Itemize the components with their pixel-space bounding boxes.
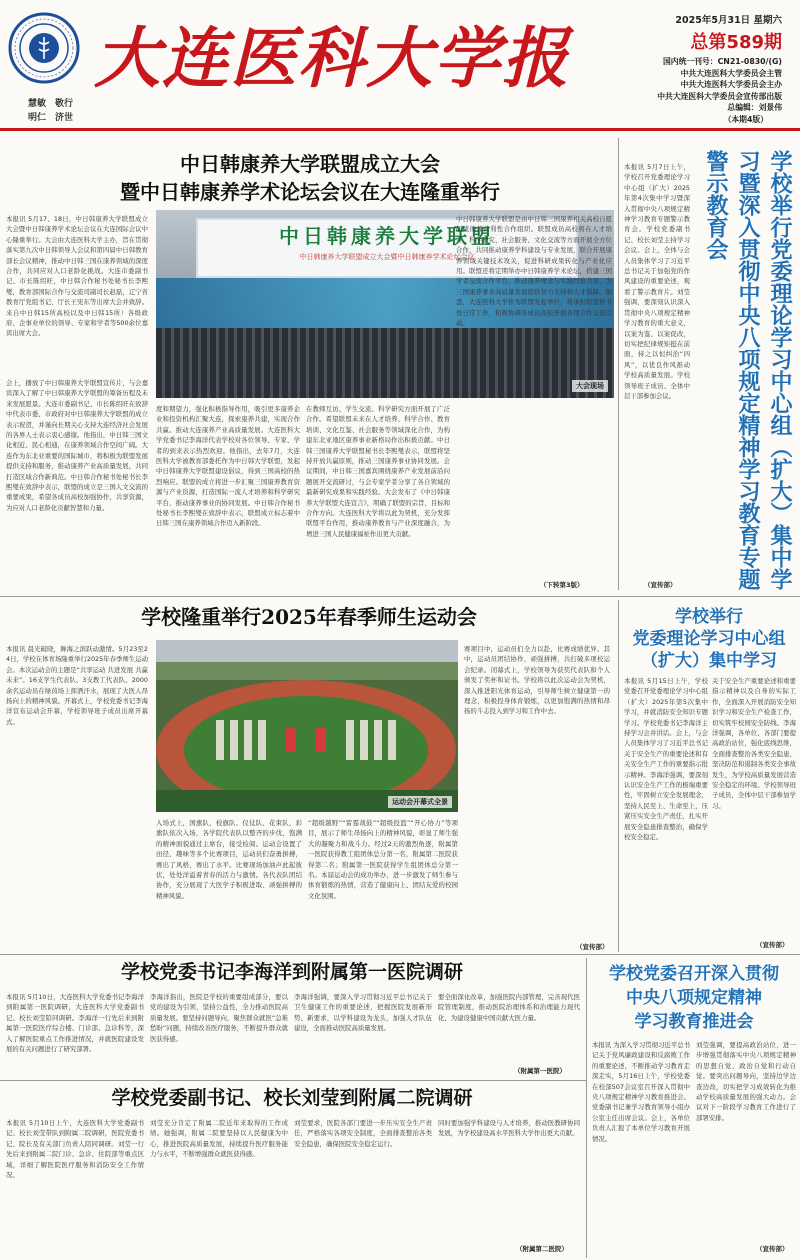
article1-photo-caption: 大会现场 xyxy=(572,380,608,392)
masthead-rule xyxy=(0,128,800,131)
article6-col2: 刘莹强调，要提高政治站位，进一步增强贯彻落实中央八项规定精神的思想自觉、政治自觉和行动自觉。要突出问题导向，坚持边学边查边改，切实把学习成效转化为推动学校高质量发展的强大动力。会议对下一阶段学习教育工作进行了部署安排。 xyxy=(696,1041,796,1122)
section-rule-3 xyxy=(0,1080,586,1081)
article2-col2: 入场式上，国旗队、校旗队、仪仗队、花束队，彩旗队依次入场，各学院代表队以整齐的步伐、饱满的精神面貌通过主席台，接受检阅。运动会设置了田径、趣味等多个比赛项目，运动员们奋勇拼搏，赛出了风格，赛出了水平。比赛现场加油声此起彼伏，处处洋溢着青春的活力与激情。各代表队团结协作，充分展现了大医学子积极进取、顽强拼搏的精神风貌。 xyxy=(156,819,302,900)
photo-banner-text: 中日韩康养大学联盟 xyxy=(279,224,495,248)
sponsor-line: 中共大连医科大学委员会主管 xyxy=(680,68,782,78)
article3-title-3: （扩大）集中学习 xyxy=(641,651,777,671)
motto-line-1: 慧敏 敬行 xyxy=(28,99,74,109)
right-banner-vertical-title: 学校举行党委理论学习中心组（扩大）集中学习暨深入贯彻中央八项规定精神学习教育专题警示教育会 xyxy=(703,150,793,590)
article1-col3: 在教师互访、学生交流、科学研究方面开展了广泛合作。希望联盟未来在人才培养、科学合作、教育培训、文化互鉴、社会服务等领域深化合作，为构建东北亚地区康养事业新格局作出积极贡献。中日韩三国康养大学联盟秘书长李熙燮表示，联盟将坚持开放共赢原则，推动三国康养事业协同发展。会议期间，中日韩三国嘉宾围绕康养产业发展前沿问题展开交流研讨，与会专家学者分享了各自领域的最新研究成果和实践经验。大会发布了《中日韩康养大学联盟大连宣言》，明确了联盟的宗旨、目标和合作方向。大连医科大学将以此为契机，充分发挥联盟平台作用，推动康养教育与产业深度融合，为增进三国人民健康福祉作出更大贡献。 xyxy=(306,405,450,538)
article4-col1: 本报讯 5月10日，大连医科大学党委书记李海洋到附属第一医院调研，大连医科大学党委副书记、校长刘莹陪同调研。李海洋一行先后来到附属第一医院医疗综合楼、门诊部、急诊科等，深入了解医院重点工作推进情况，并就医院建设发展的有关问题进行了研究部署。 xyxy=(6,993,144,1054)
article6-title-1: 学校党委召开深入贯彻 xyxy=(609,964,779,984)
masthead xyxy=(0,0,800,128)
article2-col4: 赛项目中，运动员们全力以赴，比赛成绩优异。其中，运动员团结协作，顽强拼搏，共打破多项校运会纪录。闭幕式上，学校领导为获奖代表队和个人颁发了奖杯和证书。学校将以此次运动会为契机，深入推进阳光体育运动，引导师生树立健康第一的理念，积极投身体育锻炼，以更加饱满的热情和昂扬的斗志投入到学习和工作中去。 xyxy=(464,645,610,716)
vertical-rule-1 xyxy=(618,138,619,590)
article2-col1: 本报讯 晨光破晓，舞海之滨跃动激情。5月23至24日，学校在体育场隆重举行2025年春季师生运动会。本次运动会的主题是“共享运动 共进发展 共赢未来”。16支学生代表队、3支教工代表队、2000余名运动员在绿茵场上挥洒汗水，展现了大医人昂扬向上的精神风貌。开幕式上，学校党委书记李海洋宣布运动会开幕，学校领导班子成员出席开幕式。 xyxy=(6,645,148,726)
article4-signature: （附属第一医院） xyxy=(514,1067,566,1075)
article4-col3: 李海洋强调，要深入学习贯彻习近平总书记关于卫生健康工作的重要论述，把握医院发展新形势、新要求，以学科建设为龙头，加强人才队伍建设，全面推动医院高质量发展。 xyxy=(294,993,432,1033)
article1-title-1: 中日韩康养大学联盟成立大会 xyxy=(180,152,440,176)
article3-signature: （宣传部） xyxy=(756,941,789,949)
article3-title xyxy=(624,606,794,672)
article5-col1: 本报讯 5月10日上午，大连医科大学党委副书记、校长刘莹带队到附属二院调研，医院党委书记、院长及有关部门负责人陪同调研。刘莹一行先后来到附属二院门诊、急诊、住院部等重点区域，详细了解医院医疗服务和消防安全工作情况。 xyxy=(6,1119,144,1180)
article1-col2: 度和期望力，强化积极指导作用，吸引更多康养企业和投资机构汇聚大连，探索康养共建，实现合作共赢。推动大连康养产业高质量发展。大连医科大学党委书记李海洋代表学校对各位领导、专家、学者的到来表示热烈欢迎。他指出，去年7月，大连医科大学被教育部委托作为中日韩大学联盟，发起中日韩康养大学联盟建设倡议，得到三国高校的热烈响应。联盟的成立将进一步汇聚三国康养教育资源与产业资源，打造国际一流人才培养和科学研究平台，推动康养事业的协同发展。中日韩合作秘书处秘书长李熙燮在致辞中表示，联盟成立标志着中日韩三国在康养领域合作迈入新阶段。 xyxy=(156,405,300,528)
article5-title: 学校党委副书记、校长刘莹到附属二院调研 xyxy=(111,1087,473,1109)
editor-line: 总编辑：刘景伟 xyxy=(727,103,782,113)
article3-col2: 关于安全生产重要论述和重要指示精神以及自身的实际工作，全面深入开展消防安全知识学习和安全生产检查工作，切实筑牢校园安全防线。李海洋强调，各单位、各部门要提高政治站位，强化底线思维，全面排查整治各类安全隐患，坚决防范和遏制各类安全事故发生，为学校高质量发展营造安全稳定的环境。学校领导班子成员，全体中层干部参加学习。 xyxy=(712,677,796,810)
cn-number: 国内统一刊号：CN21-0830/(G) xyxy=(663,57,782,66)
right-banner-lead: 本报讯 5月7日上午，学校召开党委理论学习中心组（扩大）2025年第4次集中学习暨深入贯彻中央八项规定精神学习教育专题警示教育会。学校党委副书记、校长刘莹主持学习会议。会上，全体与会人员集体学习了习近平总书记关于加强党的作风建设的重要论述，观看了警示教育片。刘莹强调，要深刻认识深入贯彻中央八项规定精神学习教育的重大意义，以案为鉴、以案促改，切实把纪律规矩挺在前面，持之以恒纠治“四风”，以优良作风推动学校高质量发展。学校领导班子成员、全体中层干部参加会议。 xyxy=(624,163,690,400)
article5-col2: 刘莹充分肯定了附属二院近年来取得的工作成绩。她强调，附属二院要坚持以人民健康为中心，推进医院高质量发展，持续提升医疗服务能力与水平，不断增强群众就医获得感。 xyxy=(150,1119,288,1159)
university-seal-icon xyxy=(8,12,80,84)
article1-col1b: 会上，播放了中日韩康养大学联盟宣传片，与会嘉宾深入了解了中日韩康养大学联盟的筹备历程及未来发展愿景。大连市委副书记、市长陈绍旺在致辞中代表市委、市政府对中日韩康养大学联盟的成立表示祝贺，并谨向长期关心支持大连经济社会发展的各界人士表示衷心感谢。他指出，中日韩三国文化相近、民心相通，在康养领域合作空间广阔。大连作为东北亚重要的国际城市，将积极为联盟发展提供支持和服务，推动康养产业高质量发展，共同打造区域合作新典范。中日韩合作秘书处秘书长李熙燮在致辞中表示，联盟的成立是三国人文交流的重要成果，希望各成员高校加强协作，共享资源，为应对人口老龄化贡献智慧和力量。 xyxy=(6,379,148,512)
article5-signature: （附属第二医院） xyxy=(516,1245,568,1253)
pages-line: （本期4版） xyxy=(723,114,768,124)
issue-date: 2025年5月31日 星期六 xyxy=(675,15,782,26)
article1-title-2: 暨中日韩康养学术论坛会议在大连隆重举行 xyxy=(120,180,500,204)
right-banner-signature: （宣传部） xyxy=(644,581,677,589)
article1-lead: 本报讯 5月17、18日，中日韩康养大学联盟成立大会暨中日韩康养学术论坛会议在大连国际会议中心隆重举行。大会由大连医科大学主办，旨在贯彻落实第九次中日韩领导人会议和第四届中日韩教育部长会议精神，推动中日韩三国在康养领域的深度合作，共同应对人口老龄化挑战。大连市委副书记、市长陈绍旺，中日韩合作秘书处秘书长李熙燮，教育部国际合作与交流司副司长赵磊，辽宁省教育厅党组书记、厅长王宪东等出席大会并致辞。来自中日韩15所高校以及中日韩15所）各级政府、企事业单位的领导、专家和学者等500余位嘉宾出席大会。 xyxy=(6,215,148,338)
article6-title-2: 中央八项规定精神 xyxy=(626,988,762,1008)
article6-signature: （宣传部） xyxy=(756,1245,789,1253)
stadium-illustration xyxy=(156,640,458,812)
section-rule-1 xyxy=(0,596,800,597)
article2-col3: “超级越野”“雷霆战鼓”“超级投篮”“开心协力”等项目，展示了师生昂扬向上的精神风貌，彰显了师生强大的凝聚力和战斗力。经过2天的激烈角逐，附属第一医院获得教工组团体总分第一名，附属第二医院获得第二名；附属第一医院获得学生组团体总分第一名。本届运动会的成功举办，进一步激发了师生参与体育锻炼的热情，营造了健康向上、团结友爱的校园文化氛围。 xyxy=(308,819,458,900)
article3-col1: 本报讯 5月15日上午，学校党委召开党委理论学习中心组（扩大）2025年第5次集中学习，并就消防安全知识专题学习。学校党委书记李海洋主持学习会并讲话。会上，与会人员集体学习了习近平总书记关于安全生产的重要论述和有关安全生产工作的重要指示批示精神。李海洋强调，要深刻认识安全生产工作的极端重要性，牢固树立安全发展理念，坚持人民至上、生命至上，压紧压实安全生产责任，扎实开展安全隐患排查整治，确保学校安全稳定。 xyxy=(624,677,708,842)
article2-title: 学校隆重举行2025年春季师生运动会 xyxy=(141,605,477,629)
article5-col4: 同时要加强学科建设与人才培养，推动医教研协同发展，为学校建设高水平医科大学作出更大贡献。 xyxy=(438,1119,580,1138)
vertical-rule-3 xyxy=(586,958,587,1258)
masthead-title: 大连医科大学报 xyxy=(94,19,570,97)
issue-info xyxy=(582,56,782,126)
article2-photo-caption: 运动会开幕式全景 xyxy=(388,796,452,808)
article3-title-2: 党委理论学习中心组 xyxy=(632,629,786,649)
article2-signature: （宣传部） xyxy=(576,943,609,951)
article6-title xyxy=(590,962,798,1034)
issue-number: 总第589期 xyxy=(690,32,782,53)
article4-col2: 李海洋指出，医院是学校的重要组成部分，要以党的建设为引领，坚持公益性，全力推动医院高质量发展。要坚持问题导向，聚焦群众就医“急难愁盼”问题，持续改善医疗服务，不断提升群众就医获得感。 xyxy=(150,993,288,1043)
article4-col4: 要全面深化改革，加强医院内部管理，完善现代医院管理制度，推动医院治理体系和治理能力现代化，为建设健康中国贡献大医力量。 xyxy=(438,993,580,1022)
article6-title-3: 学习教育推进会 xyxy=(634,1012,754,1032)
photo-subbanner-text: 中日韩康养大学联盟成立大会暨中日韩康养学术论坛会议 xyxy=(299,253,475,261)
article1-col4: 中日韩康养大学联盟是由中日韩三国康养相关高校自愿组成的非营利性合作组织。联盟成员高校将在人才培养、科学研究、社会服务、文化交流等方面开展全方位合作，共同推动康养学科建设与专业发展，联合开展康养领域关键技术攻关，促进科研成果转化与产业化应用。联盟还将定期举办中日韩康养学术论坛，搭建三国学者交流合作平台，推动康养理念与实践经验共享，为三国康养事业高质量发展提供智力支持和人才保障。据悉，大连医科大学作为联盟发起单位，将承担联盟秘书处日常工作，积极协调各成员高校开展各项合作交流活动。 xyxy=(456,215,612,328)
article6-col1: 本报讯 为深入学习贯彻习近平总书记关于党风廉政建设和反腐败工作的重要论述，不断推动学习教育走深走实，5月16日上午，学校党委在校部507会议室召开深入贯彻中央八项规定精神学习教育推进会。党委副书记兼学习教育领导小组办公室主任出席会议。会上，各单位负责人汇报了本单位学习教育开展情况。 xyxy=(592,1041,690,1143)
article3-title-1: 学校举行 xyxy=(675,607,743,627)
article5-col3: 刘莹要求，医院各部门要进一步压实安全生产责任，严格落实各项安全制度，全面排查整治各类安全隐患，确保医院安全稳定运行。 xyxy=(294,1119,432,1148)
organizer-line: 中共大连医科大学委员会主办 xyxy=(680,80,782,90)
section-rule-2 xyxy=(0,954,800,955)
publisher-line: 中共大连医科大学委员会宣传部出版 xyxy=(657,91,782,101)
article2-photo xyxy=(156,640,458,812)
vertical-rule-2 xyxy=(618,600,619,952)
article4-title: 学校党委书记李海洋到附属第一医院调研 xyxy=(120,961,463,983)
motto-line-2: 明仁 济世 xyxy=(28,113,74,123)
article1-continued: （下转第3版） xyxy=(540,581,584,589)
